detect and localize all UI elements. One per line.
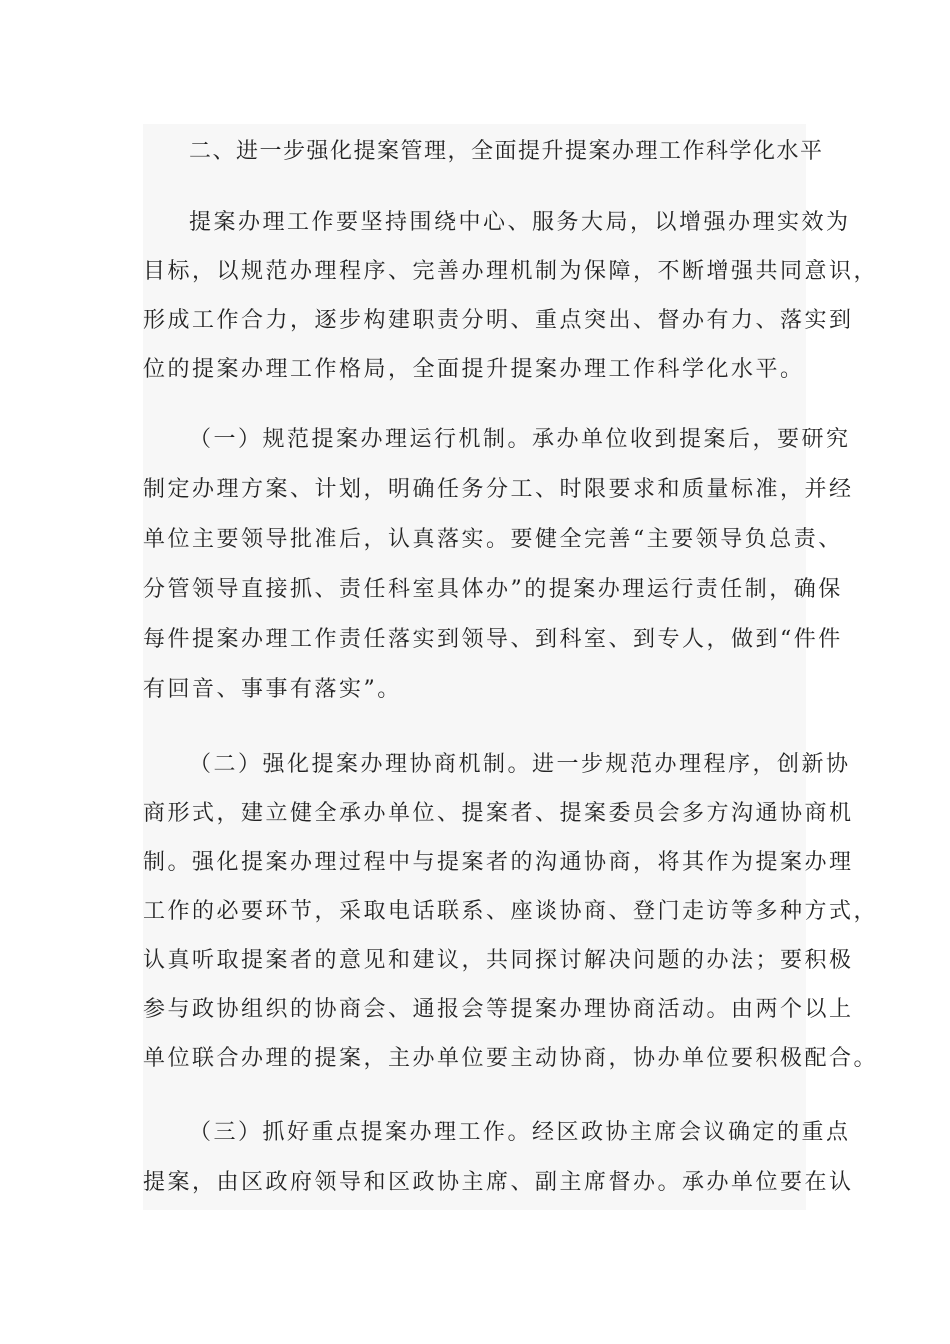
paragraph-4-line-1: （三）抓好重点提案办理工作。经区政协主席会议确定的重点 xyxy=(189,1120,851,1145)
paragraph-3-line-1: （二）强化提案办理协商机制。进一步规范办理程序，创新协 xyxy=(189,752,851,777)
paragraph-2-line-5: 每件提案办理工作责任落实到领导、到科室、到专人，做到“件件 xyxy=(143,627,843,652)
paragraph-2-line-1: （一）规范提案办理运行机制。承办单位收到提案后，要研究 xyxy=(189,427,851,452)
paragraph-1-line-2: 目标，以规范办理程序、完善办理机制为保障，不断增强共同意识， xyxy=(143,259,879,284)
paragraph-4-line-2: 提案，由区政府领导和区政协主席、副主席督办。承办单位要在认 xyxy=(143,1170,854,1195)
paragraph-3-line-2: 商形式，建立健全承办单位、提案者、提案委员会多方沟通协商机 xyxy=(143,801,854,826)
paragraph-2-line-3: 单位主要领导批准后，认真落实。要健全完善“主要领导负总责、 xyxy=(143,527,843,552)
paragraph-3-line-6: 参与政协组织的协商会、通报会等提案办理协商活动。由两个以上 xyxy=(143,997,854,1022)
paragraph-1-line-1: 提案办理工作要坚持围绕中心、服务大局，以增强办理实效为 xyxy=(189,210,851,235)
paragraph-1-line-3: 形成工作合力，逐步构建职责分明、重点突出、督办有力、落实到 xyxy=(143,308,854,333)
paragraph-3-line-4: 工作的必要环节，采取电话联系、座谈协商、登门走访等多种方式， xyxy=(143,899,879,924)
section-heading: 二、进一步强化提案管理，全面提升提案办理工作科学化水平 xyxy=(189,139,824,164)
text-body xyxy=(143,124,879,1210)
paragraph-3-line-3: 制。强化提案办理过程中与提案者的沟通协商，将其作为提案办理 xyxy=(143,850,854,875)
paragraph-1-line-4: 位的提案办理工作格局，全面提升提案办理工作科学化水平。 xyxy=(143,357,805,382)
paragraph-3-line-5: 认真听取提案者的意见和建议，共同探讨解决问题的办法；要积极 xyxy=(143,948,854,973)
paragraph-2-line-6: 有回音、事事有落实”。 xyxy=(143,677,402,702)
paragraph-2-line-4: 分管领导直接抓、责任科室具体办”的提案办理运行责任制，确保 xyxy=(143,577,843,602)
paragraph-3-line-7: 单位联合办理的提案，主办单位要主动协商，协办单位要积极配合。 xyxy=(143,1046,879,1071)
paragraph-2-line-2: 制定办理方案、计划，明确任务分工、时限要求和质量标准，并经 xyxy=(143,477,854,502)
